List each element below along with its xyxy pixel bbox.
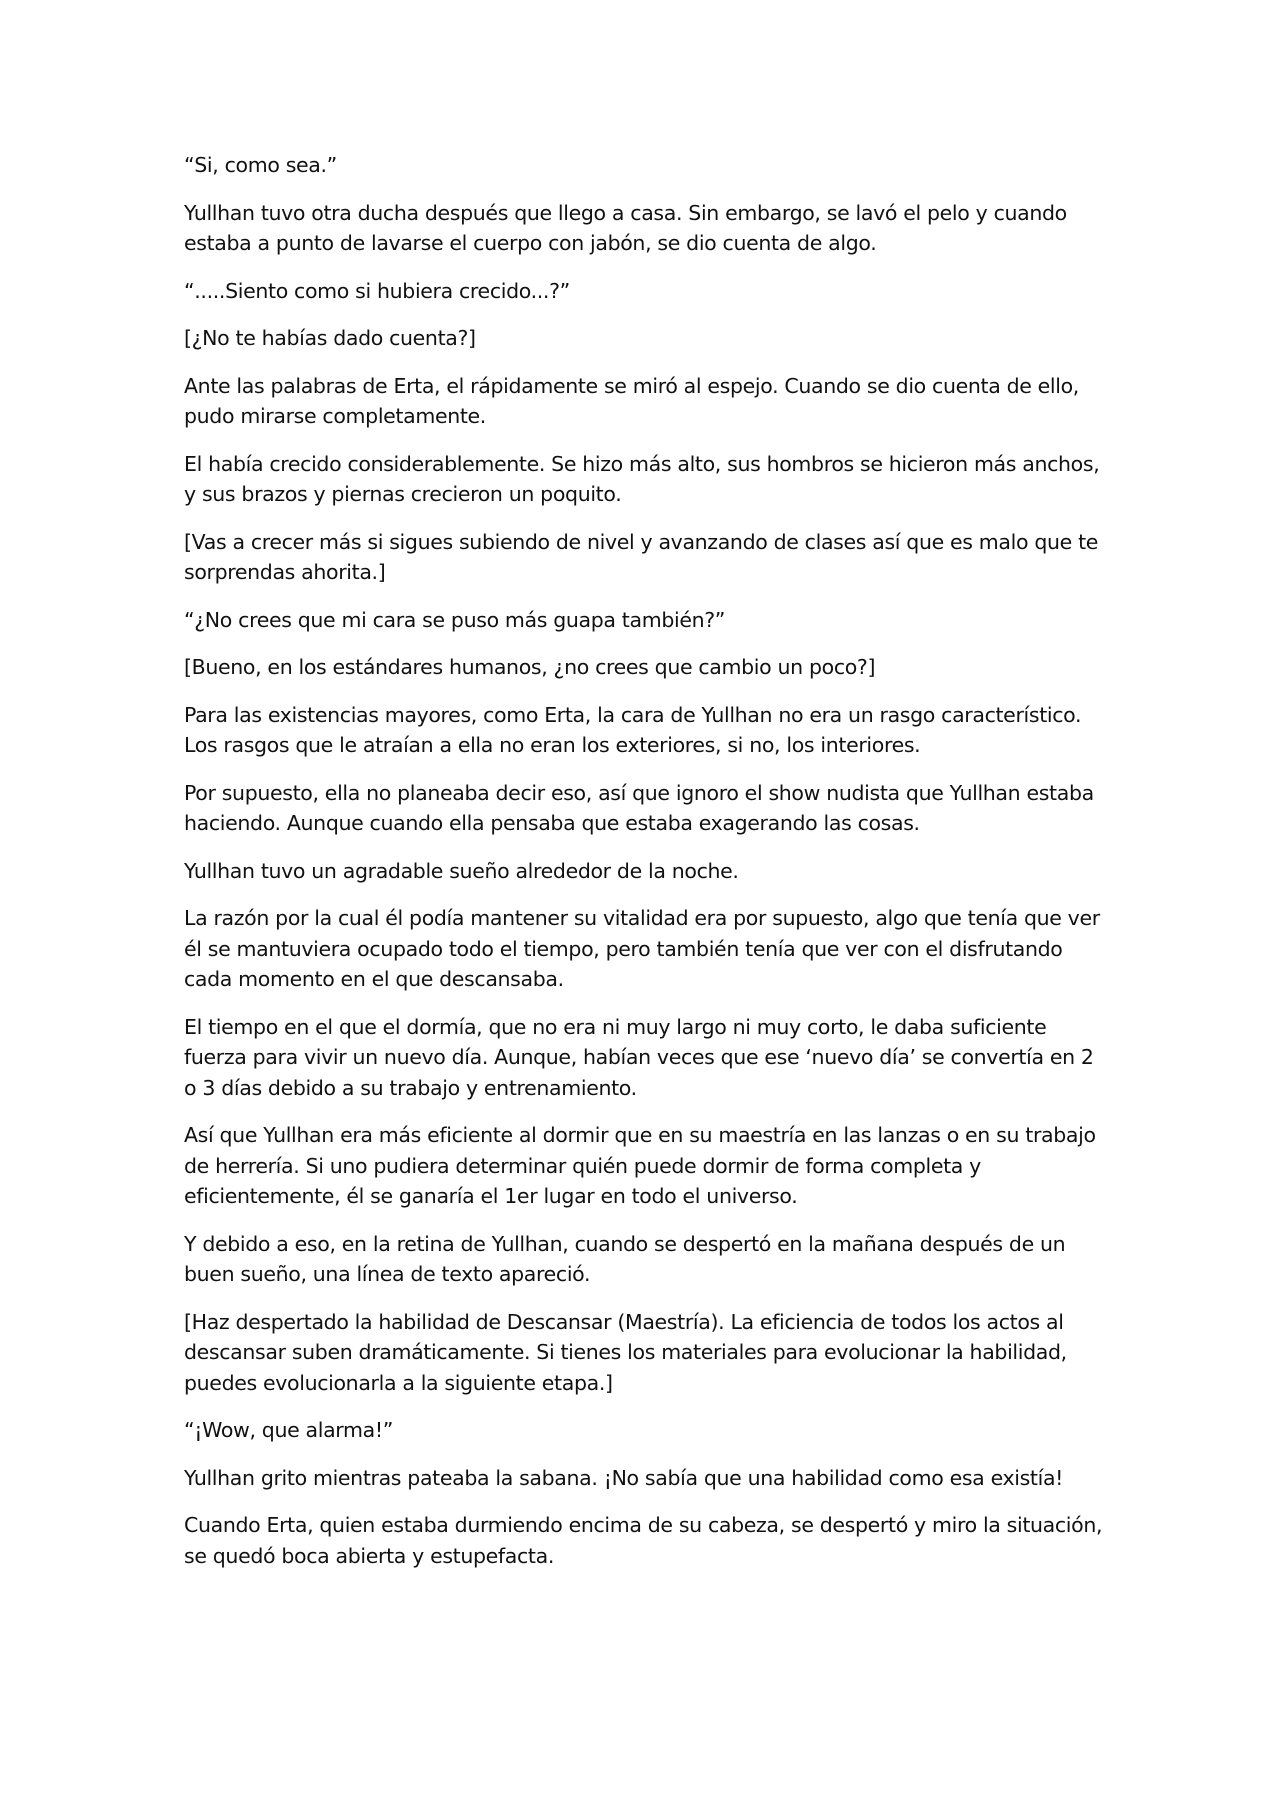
document-body bbox=[184, 150, 1104, 1588]
paragraph: “Si, como sea.” bbox=[184, 153, 337, 177]
paragraph: Yullhan tuvo un agradable sueño alrededor de la noche. bbox=[184, 858, 739, 883]
paragraph: Yullhan grito mientras pateaba la sabana. ¡No sabía que una habilidad como esa existía! bbox=[184, 1465, 1064, 1490]
paragraph: Así que Yullhan era más eficiente al dormir que en su maestría en las lanzas o en su trabajo de herrería. Si uno pudiera determinar quién puede dormir de forma completa y eficientemente, él se ganaría el 1er lugar en todo el universo. bbox=[184, 1123, 1096, 1208]
paragraph: [Haz despertado la habilidad de Descansar (Maestría). La eficiencia de todos los actos al descansar suben dramáticamente. Si tienes los materiales para evolucionar la habilidad, puedes evolucionarla a la siguiente etapa.] bbox=[184, 1309, 1067, 1395]
paragraph: “¿No crees que mi cara se puso más guapa también?” bbox=[184, 607, 726, 632]
paragraph: Para las existencias mayores, como Erta, la cara de Yullhan no era un rasgo característico. Los rasgos que le atraían a ella no eran los exteriores, si no, los interiores. bbox=[184, 702, 1082, 757]
paragraph: La razón por la cual él podía mantener su vitalidad era por supuesto, algo que tenía que ver él se mantuviera ocupado todo el tiempo, pero también tenía que ver con el disfrutando cada momento en el que descansaba. bbox=[184, 906, 1100, 991]
paragraph: El había crecido considerablemente. Se hizo más alto, sus hombros se hicieron más anchos, y sus brazos y piernas crecieron un poquito. bbox=[184, 451, 1100, 506]
paragraph: El tiempo en el que el dormía, que no era ni muy largo ni muy corto, le daba suficiente fuerza para vivir un nuevo día. Aunque, habían veces que ese ‘nuevo día’ se convertía en 2 o 3 días debido a su trabajo y entrenamiento. bbox=[184, 1014, 1094, 1100]
paragraph: Yullhan tuvo otra ducha después que llego a casa. Sin embargo, se lavó el pelo y cuando estaba a punto de lavarse el cuerpo con jabón, se dio cuenta de algo. bbox=[184, 200, 1067, 255]
paragraph: Cuando Erta, quien estaba durmiendo encima de su cabeza, se despertó y miro la situación, se quedó boca abierta y estupefacta. bbox=[184, 1513, 1103, 1568]
paragraph: [Vas a crecer más si sigues subiendo de nivel y avanzando de clases así que es malo que te sorprendas ahorita.] bbox=[184, 529, 1099, 584]
paragraph: Ante las palabras de Erta, el rápidamente se miró al espejo. Cuando se dio cuenta de ello, pudo mirarse completamente. bbox=[184, 373, 1079, 428]
paragraph: Por supuesto, ella no planeaba decir eso, así que ignoro el show nudista que Yullhan estaba haciendo. Aunque cuando ella pensaba que estaba exagerando las cosas. bbox=[184, 780, 1094, 835]
paragraph: [¿No te habías dado cuenta?] bbox=[184, 326, 476, 350]
paragraph: [Bueno, en los estándares humanos, ¿no crees que cambio un poco?] bbox=[184, 655, 876, 679]
paragraph: “.....Siento como si hubiera crecido...?” bbox=[184, 278, 570, 303]
paragraph: “¡Wow, que alarma!” bbox=[184, 1418, 393, 1442]
paragraph: Y debido a eso, en la retina de Yullhan, cuando se despertó en la mañana después de un buen sueño, una línea de texto apareció. bbox=[184, 1231, 1066, 1286]
